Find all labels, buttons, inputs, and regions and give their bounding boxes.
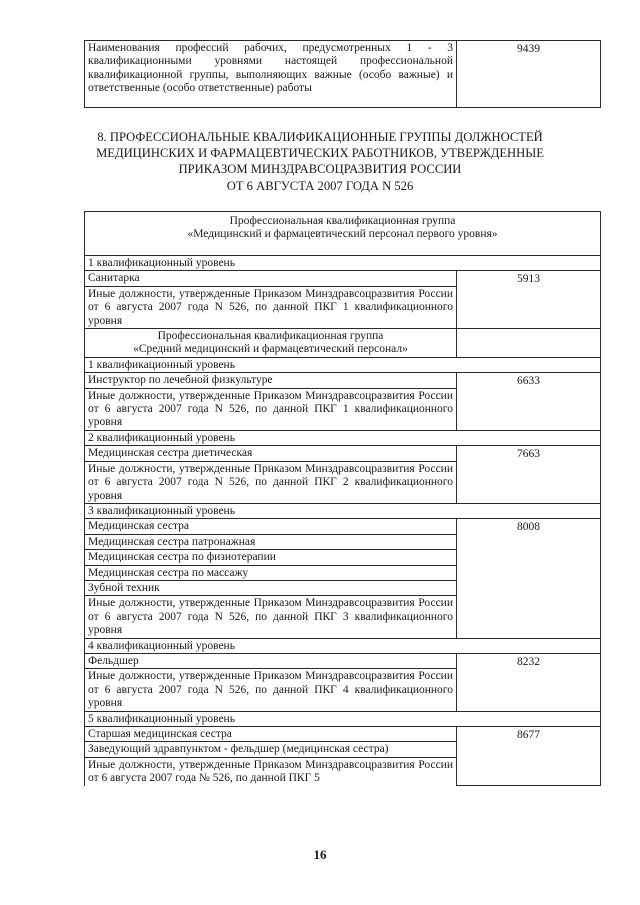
salary-value: 5913 xyxy=(457,271,601,329)
table-row xyxy=(85,41,601,108)
table-row xyxy=(85,727,601,742)
position-name: Фельдшер xyxy=(85,653,457,668)
table-row xyxy=(85,271,601,286)
position-name: Санитарка xyxy=(85,271,457,286)
position-name: Инструктор по лечебной физкультуре xyxy=(85,373,457,388)
section-heading xyxy=(60,129,580,194)
salary-value: 8008 xyxy=(457,519,601,638)
salary-value: 8232 xyxy=(457,653,601,711)
top-row-salary: 9439 xyxy=(457,41,601,108)
level-row xyxy=(85,503,601,518)
position-name: Медицинская сестра диетическая xyxy=(85,446,457,461)
table-row xyxy=(85,653,601,668)
section-heading-line: ОТ 6 АВГУСТА 2007 ГОДА N 526 xyxy=(226,178,414,193)
level-name: 3 квалификационный уровень xyxy=(85,503,601,518)
position-name: Медицинская сестра по физиотерапии xyxy=(85,550,457,565)
salary-value: 7663 xyxy=(457,446,601,504)
qualification-groups-table xyxy=(84,211,601,786)
table-row xyxy=(85,373,601,388)
level-row xyxy=(85,256,601,271)
level-name: 2 квалификационный уровень xyxy=(85,430,601,445)
level-row xyxy=(85,357,601,372)
level-name: 4 квалификационный уровень xyxy=(85,638,601,653)
other-positions-text: Иные должности, утвержденные Приказом Минздравсоцразвития России от 6 августа 2007 года N 526, по данной ПКГ 3 квалификационного уровня xyxy=(85,596,457,638)
page-number: 16 xyxy=(313,847,327,862)
other-positions-text: Иные должности, утвержденные Приказом Минздравсоцразвития России от 6 августа 2007 года N 526, по данной ПКГ 1 квалификационного уровня xyxy=(85,388,457,430)
position-name: Зубной техник xyxy=(85,580,457,595)
group-title: Профессиональная квалификационная группа «Средний медицинский и фармацевтический персонал» xyxy=(85,329,457,358)
level-row xyxy=(85,430,601,445)
level-row xyxy=(85,711,601,726)
salary-value: 8677 xyxy=(457,727,601,786)
position-name: Заведующий здравпунктом - фельдшер (медицинская сестра) xyxy=(85,742,457,757)
other-positions-text: Иные должности, утвержденные Приказом Минздравсоцразвития России от 6 августа 2007 года N 526, по данной ПКГ 4 квалификационного уровня xyxy=(85,669,457,711)
other-positions-text: Иные должности, утвержденные Приказом Минздравсоцразвития России от 6 августа 2007 года N 526, по данной ПКГ 1 квалификационного уровня xyxy=(85,286,457,328)
group-title: Профессиональная квалификационная группа «Медицинский и фармацевтический персонал первого уровня» xyxy=(85,212,601,256)
other-positions-text: Иные должности, утвержденные Приказом Минздравсоцразвития России от 6 августа 2007 года N 526, по данной ПКГ 2 квалификационного уровня xyxy=(85,461,457,503)
section-heading-line: 8. ПРОФЕССИОНАЛЬНЫЕ КВАЛИФИКАЦИОННЫЕ ГРУППЫ ДОЛЖНОСТЕЙ xyxy=(97,130,543,144)
level-name: 1 квалификационный уровень xyxy=(85,256,601,271)
level-row xyxy=(85,638,601,653)
position-name: Медицинская сестра xyxy=(85,519,457,534)
other-positions-text: Иные должности, утвержденные Приказом Минздравсоцразвития России от 6 августа 2007 года № 526, по данной ПКГ 5 xyxy=(85,757,457,785)
level-name: 5 квалификационный уровень xyxy=(85,711,601,726)
table-row xyxy=(85,519,601,534)
position-name: Медицинская сестра по массажу xyxy=(85,565,457,580)
empty-cell xyxy=(457,329,601,358)
section-heading-line: МЕДИЦИНСКИХ И ФАРМАЦЕВТИЧЕСКИХ РАБОТНИКОВ, УТВЕРЖДЕННЫЕ xyxy=(96,146,544,161)
section-heading-line: ПРИКАЗОМ МИНЗДРАВСОЦРАЗВИТИЯ РОССИИ xyxy=(178,162,462,177)
group-title-row xyxy=(85,329,601,358)
top-row-text: Наименования профессий рабочих, предусмотренных 1 - 3 квалификационными уровнями настоящей профессиональной квалификационной группы, выполняющих важные (особо важные) и ответственные (особо ответственные) работы xyxy=(85,41,457,108)
top-continuation-table xyxy=(84,40,601,108)
table-row xyxy=(85,446,601,461)
salary-value: 6633 xyxy=(457,373,601,431)
position-name: Медицинская сестра патронажная xyxy=(85,534,457,549)
level-name: 1 квалификационный уровень xyxy=(85,357,601,372)
group-title-row xyxy=(85,212,601,256)
position-name: Старшая медицинская сестра xyxy=(85,727,457,742)
